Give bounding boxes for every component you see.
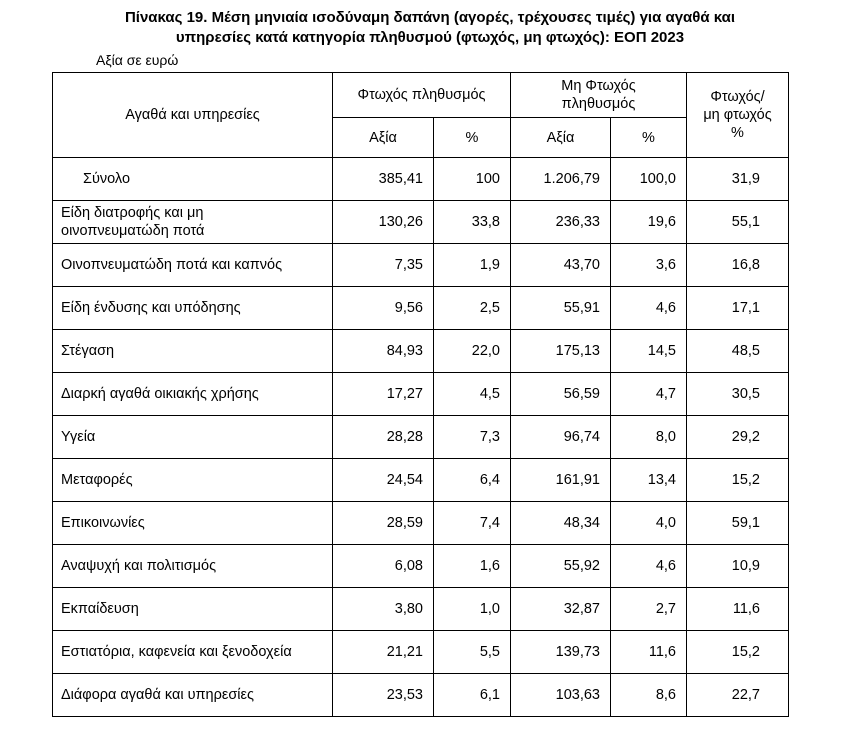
cell-poor-value: 28,28	[333, 416, 434, 459]
cell-nonpoor-value: 55,92	[511, 545, 611, 588]
cell-nonpoor-value: 175,13	[511, 330, 611, 373]
table-row	[53, 588, 789, 631]
cell-nonpoor-pct: 4,7	[611, 373, 687, 416]
cell-ratio: 55,1	[687, 201, 789, 244]
cell-nonpoor-value: 48,34	[511, 502, 611, 545]
cell-poor-pct: 7,3	[434, 416, 511, 459]
cell-poor-pct: 1,9	[434, 244, 511, 287]
row-label	[53, 287, 333, 330]
row-label	[53, 201, 333, 244]
header-nonpoor-pct: %	[611, 118, 687, 158]
table-row	[53, 201, 789, 244]
table-body	[53, 158, 789, 717]
cell-nonpoor-value: 56,59	[511, 373, 611, 416]
cell-nonpoor-pct: 14,5	[611, 330, 687, 373]
cell-poor-value: 17,27	[333, 373, 434, 416]
table-row	[53, 373, 789, 416]
row-label-line-1: Διάφορα αγαθά και υπηρεσίες	[61, 687, 254, 703]
header-ratio-line-2: μη φτωχός	[703, 107, 772, 123]
row-label	[53, 545, 333, 588]
cell-poor-value: 7,35	[333, 244, 434, 287]
row-label	[53, 330, 333, 373]
total-label: Σύνολο	[53, 158, 333, 201]
table-row	[53, 287, 789, 330]
table-row	[53, 416, 789, 459]
total-poor-value: 385,41	[333, 158, 434, 201]
cell-nonpoor-pct: 8,0	[611, 416, 687, 459]
cell-nonpoor-pct: 3,6	[611, 244, 687, 287]
cell-nonpoor-value: 139,73	[511, 631, 611, 674]
cell-nonpoor-value: 96,74	[511, 416, 611, 459]
cell-poor-value: 28,59	[333, 502, 434, 545]
cell-poor-value: 9,56	[333, 287, 434, 330]
row-label-line-1: Είδη διατροφής και μη	[61, 205, 204, 221]
row-label-line-1: Εστιατόρια, καφενεία και ξενοδοχεία	[61, 644, 292, 660]
cell-ratio: 16,8	[687, 244, 789, 287]
row-label-line-1: Επικοινωνίες	[61, 515, 145, 531]
table-row	[53, 545, 789, 588]
cell-ratio: 30,5	[687, 373, 789, 416]
row-label	[53, 674, 333, 717]
row-label	[53, 244, 333, 287]
header-row-1	[53, 73, 789, 118]
row-label	[53, 502, 333, 545]
row-label	[53, 459, 333, 502]
cell-ratio: 29,2	[687, 416, 789, 459]
cell-nonpoor-value: 236,33	[511, 201, 611, 244]
header-ratio	[687, 73, 789, 158]
cell-poor-pct: 7,4	[434, 502, 511, 545]
header-poor-pct: %	[434, 118, 511, 158]
table-row	[53, 674, 789, 717]
header-nonpoor-line-2: πληθυσμός	[561, 96, 636, 112]
cell-poor-pct: 2,5	[434, 287, 511, 330]
row-label-line-1: Στέγαση	[61, 343, 115, 359]
header-poor: Φτωχός πληθυσμός	[333, 73, 511, 118]
cell-poor-value: 23,53	[333, 674, 434, 717]
cell-nonpoor-pct: 19,6	[611, 201, 687, 244]
row-label	[53, 373, 333, 416]
cell-poor-pct: 1,6	[434, 545, 511, 588]
row-label-line-1: Μεταφορές	[61, 472, 133, 488]
cell-nonpoor-pct: 11,6	[611, 631, 687, 674]
cell-ratio: 10,9	[687, 545, 789, 588]
row-label	[53, 631, 333, 674]
header-ratio-line-1: Φτωχός/	[710, 89, 765, 105]
cell-nonpoor-value: 103,63	[511, 674, 611, 717]
total-ratio: 31,9	[687, 158, 789, 201]
row-label	[53, 588, 333, 631]
total-nonpoor-pct: 100,0	[611, 158, 687, 201]
row-label-line-2: οινοπνευματώδη ποτά	[61, 223, 205, 239]
cell-nonpoor-value: 43,70	[511, 244, 611, 287]
cell-ratio: 11,6	[687, 588, 789, 631]
table-title	[60, 8, 800, 48]
cell-nonpoor-pct: 13,4	[611, 459, 687, 502]
cell-nonpoor-value: 32,87	[511, 588, 611, 631]
cell-poor-value: 130,26	[333, 201, 434, 244]
row-label	[53, 416, 333, 459]
cell-ratio: 15,2	[687, 459, 789, 502]
cell-nonpoor-pct: 2,7	[611, 588, 687, 631]
cell-ratio: 59,1	[687, 502, 789, 545]
row-label-line-1: Διαρκή αγαθά οικιακής χρήσης	[61, 386, 259, 402]
cell-nonpoor-pct: 4,0	[611, 502, 687, 545]
cell-poor-value: 21,21	[333, 631, 434, 674]
row-label-line-1: Εκπαίδευση	[61, 601, 139, 617]
row-label-line-1: Είδη ένδυσης και υπόδησης	[61, 300, 241, 316]
table-title-line-1: Πίνακας 19. Μέση μηνιαία ισοδύναμη δαπάνη (αγορές, τρέχουσες τιμές) για αγαθά και	[124, 9, 736, 26]
cell-ratio: 17,1	[687, 287, 789, 330]
header-ratio-line-3: %	[731, 125, 744, 141]
cell-poor-pct: 22,0	[434, 330, 511, 373]
cell-nonpoor-value: 55,91	[511, 287, 611, 330]
cell-ratio: 48,5	[687, 330, 789, 373]
cell-ratio: 15,2	[687, 631, 789, 674]
cell-poor-pct: 1,0	[434, 588, 511, 631]
row-label-line-1: Υγεία	[61, 429, 96, 445]
expenditure-table	[52, 72, 789, 717]
table-title-line-2: υπηρεσίες κατά κατηγορία πληθυσμού (φτωχός, μη φτωχός): ΕΟΠ 2023	[175, 29, 685, 46]
header-poor-value: Αξία	[333, 118, 434, 158]
total-nonpoor-value: 1.206,79	[511, 158, 611, 201]
cell-poor-pct: 6,4	[434, 459, 511, 502]
header-nonpoor	[511, 73, 687, 118]
cell-poor-value: 84,93	[333, 330, 434, 373]
cell-nonpoor-value: 161,91	[511, 459, 611, 502]
row-label-line-1: Οινοπνευματώδη ποτά και καπνός	[61, 257, 283, 273]
cell-nonpoor-pct: 4,6	[611, 287, 687, 330]
table-row	[53, 459, 789, 502]
cell-ratio: 22,7	[687, 674, 789, 717]
row-label-line-1: Αναψυχή και πολιτισμός	[61, 558, 217, 574]
cell-poor-pct: 4,5	[434, 373, 511, 416]
table-row	[53, 502, 789, 545]
cell-poor-pct: 6,1	[434, 674, 511, 717]
total-poor-pct: 100	[434, 158, 511, 201]
cell-poor-pct: 33,8	[434, 201, 511, 244]
cell-poor-value: 24,54	[333, 459, 434, 502]
table-row	[53, 330, 789, 373]
cell-poor-value: 6,08	[333, 545, 434, 588]
table-header	[53, 73, 789, 158]
cell-nonpoor-pct: 4,6	[611, 545, 687, 588]
table-row	[53, 244, 789, 287]
total-row	[53, 158, 789, 201]
cell-poor-pct: 5,5	[434, 631, 511, 674]
cell-poor-value: 3,80	[333, 588, 434, 631]
header-category: Αγαθά και υπηρεσίες	[53, 73, 333, 158]
header-nonpoor-line-1: Μη Φτωχός	[561, 78, 636, 94]
unit-note: Αξία σε ευρώ	[96, 52, 179, 68]
header-nonpoor-value: Αξία	[511, 118, 611, 158]
cell-nonpoor-pct: 8,6	[611, 674, 687, 717]
table-row	[53, 631, 789, 674]
